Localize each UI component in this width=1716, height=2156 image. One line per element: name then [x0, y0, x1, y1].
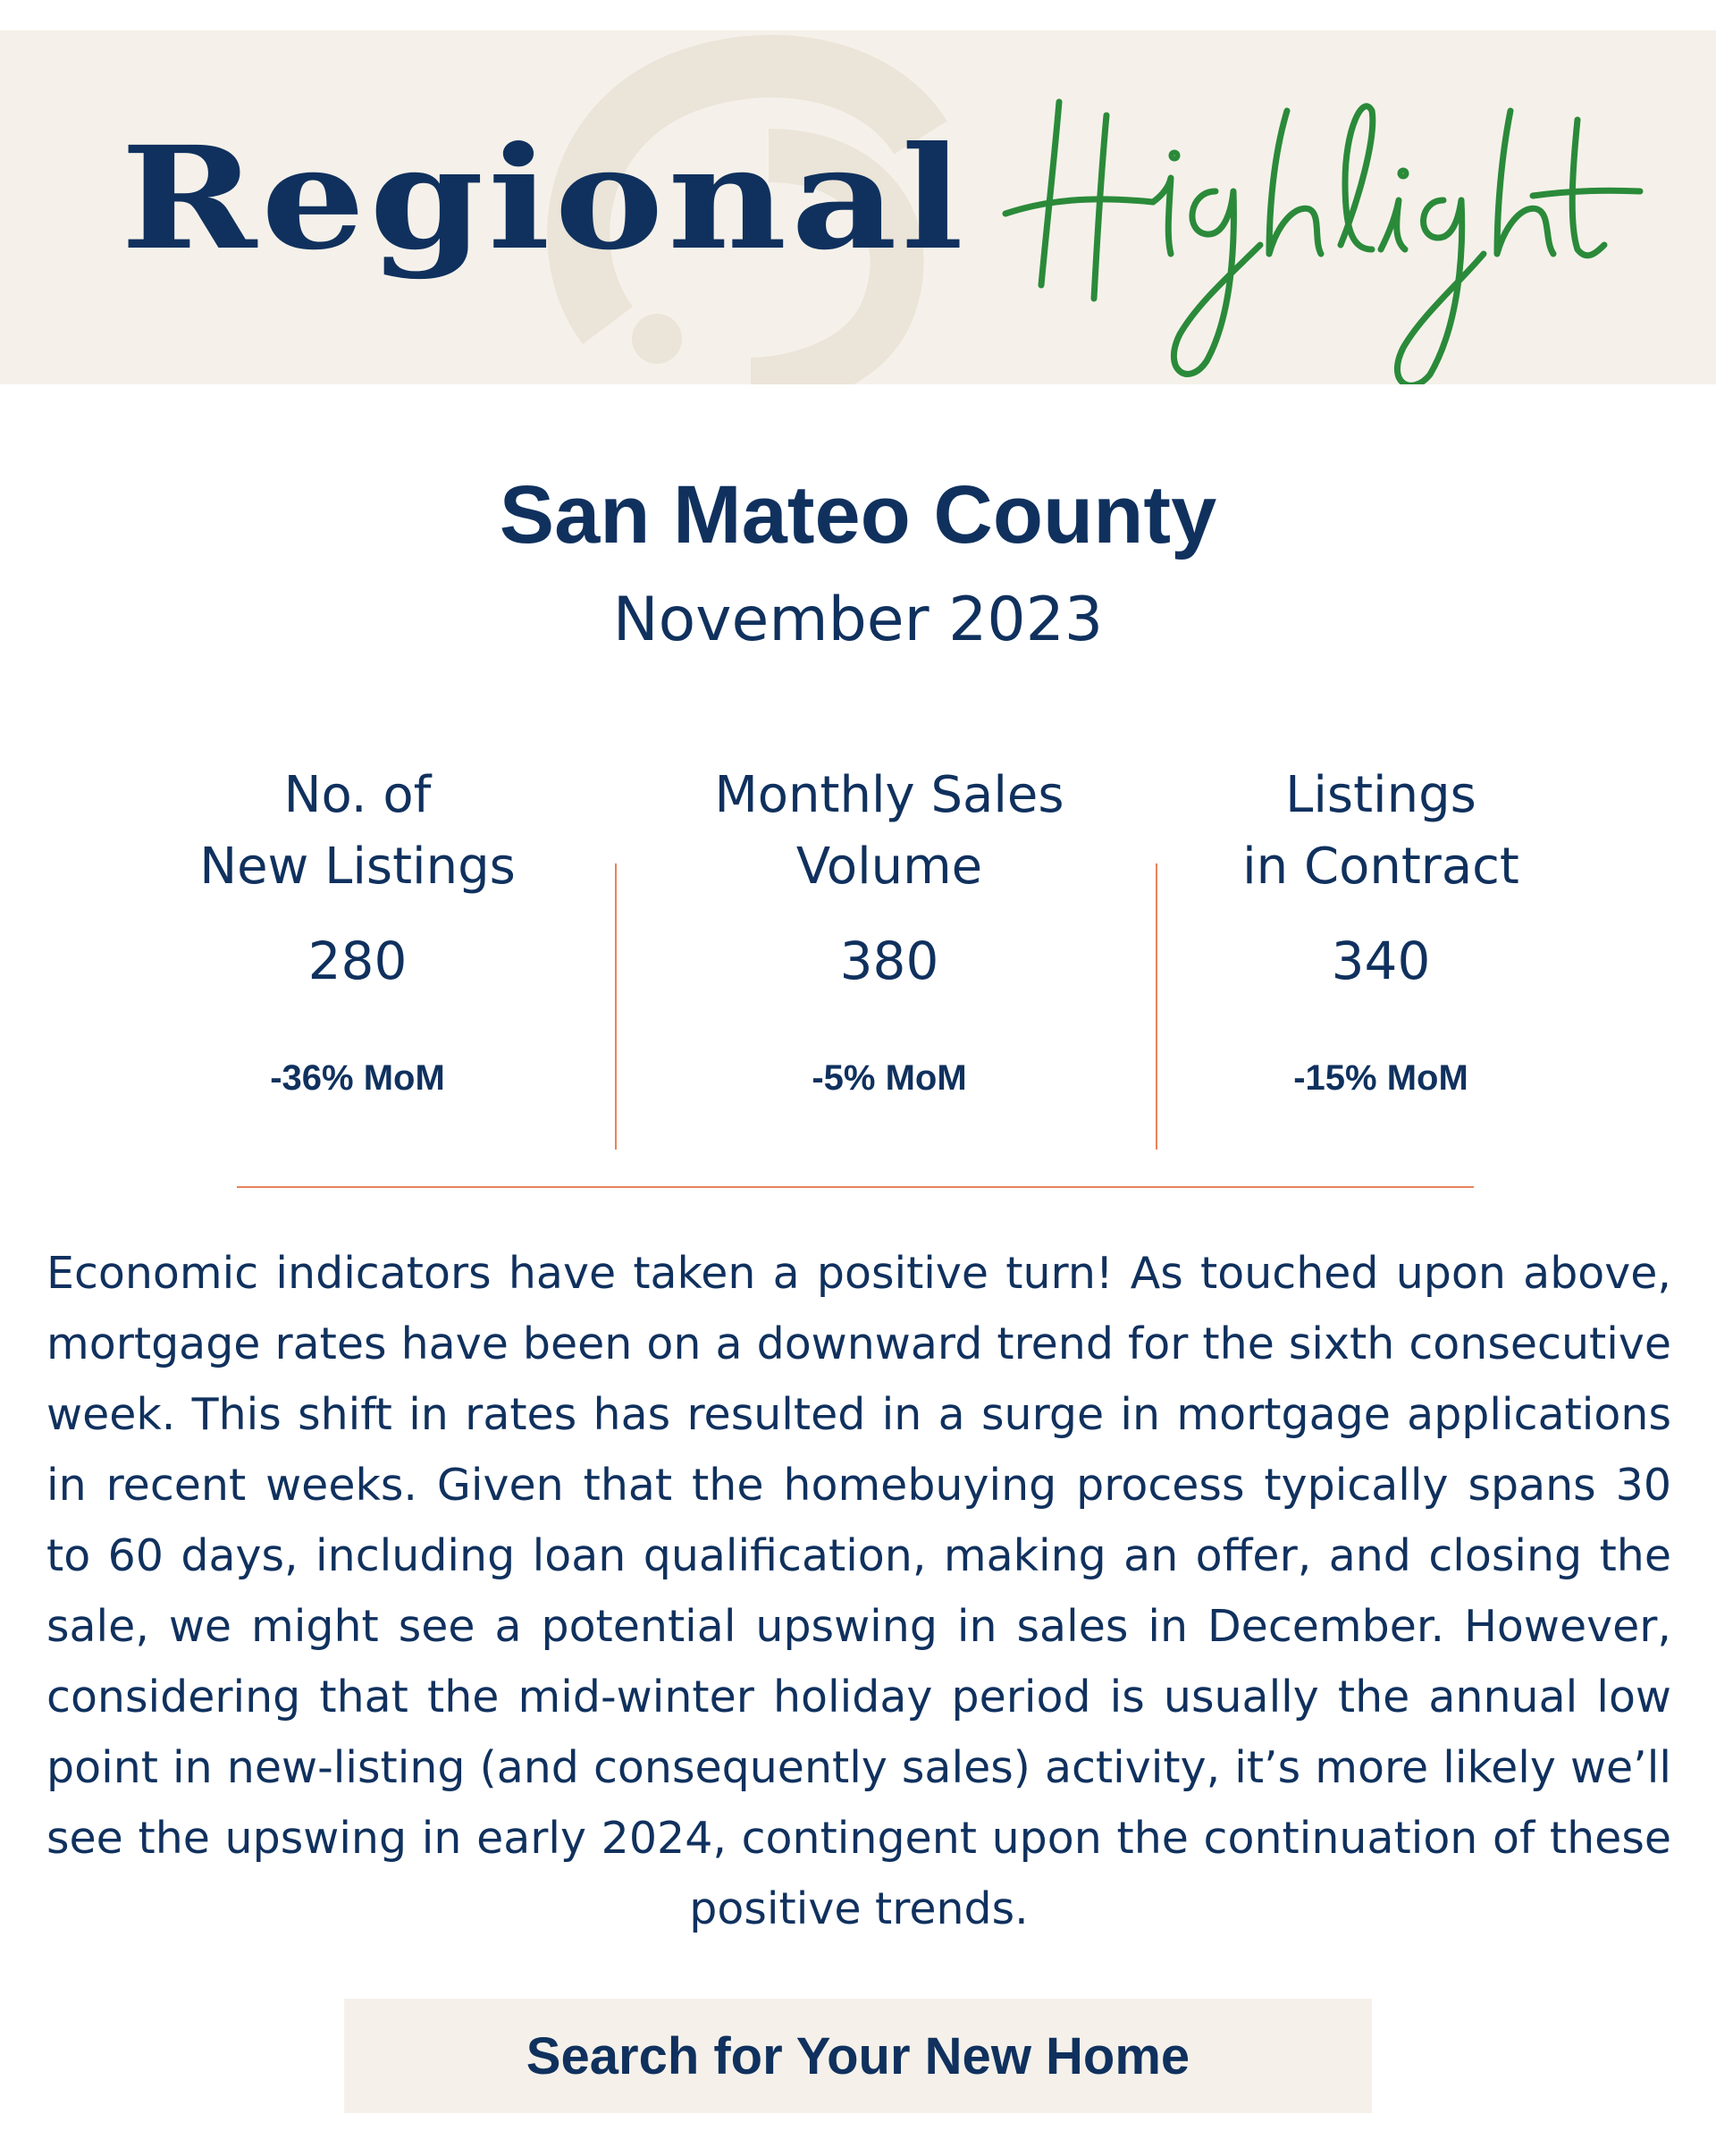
- report-date: November 2023: [612, 585, 1104, 655]
- search-new-home-button[interactable]: Search for Your New Home: [344, 1999, 1372, 2113]
- stat-monthly-sales-volume: [657, 760, 1122, 1096]
- stat-value: 380: [839, 931, 939, 991]
- regional-highlight-banner: [0, 30, 1716, 384]
- stat-new-listings: [125, 760, 590, 1096]
- stat-listings-in-contract: [1148, 760, 1613, 1096]
- market-commentary: Economic indicators have taken a positive turn! As touched upon above, mortgage rates have been on a downward trend for the sixth consecutive week. This shift in rates has resulted in a surge in mortgage applications in recent weeks. Given that the homebuying process typically spans 30 to 60 days, including loan qualification, making an offer, and closing the sale, we might see a potential upswing in sales in December. However, considering that the mid-winter holiday period is usually the annual low point in new-listing (and consequently sales) activity, it’s more likely we’ll see the upswing in early 2024, contingent upon the continuation of these positive trends.: [46, 1248, 1671, 1934]
- stat-value: 280: [307, 931, 408, 991]
- column-divider: [615, 863, 617, 1150]
- stat-value: 340: [1331, 931, 1431, 991]
- stat-change: -36% MoM: [270, 1058, 445, 1098]
- stat-label: Monthly Sales Volume: [714, 766, 1064, 896]
- section-divider: [237, 1186, 1474, 1188]
- stat-change: -15% MoM: [1293, 1058, 1468, 1098]
- stat-label: Listings in Contract: [1242, 766, 1519, 896]
- region-title: San Mateo County: [499, 469, 1217, 560]
- banner-regional-word: Regional: [121, 116, 968, 282]
- stat-label: No. of New Listings: [199, 766, 516, 896]
- stat-change: -5% MoM: [812, 1058, 967, 1098]
